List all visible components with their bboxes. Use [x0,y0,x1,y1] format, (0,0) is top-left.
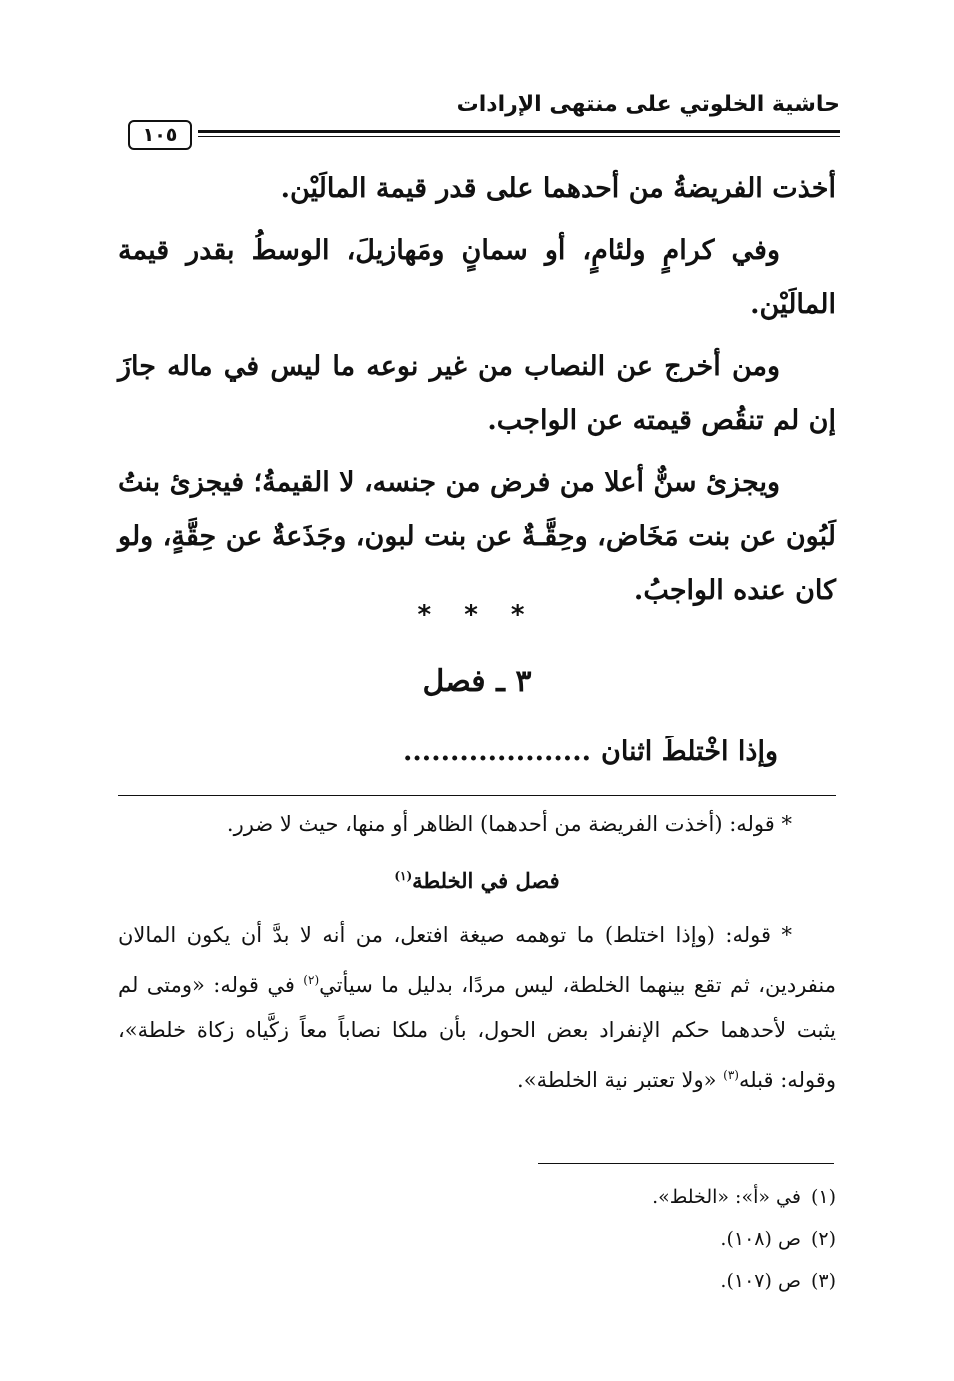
commentary-divider [118,795,836,796]
main-paragraph-1: أخذت الفريضةُ من أحدهما على قدر قيمة المالَيْن. [280,173,836,204]
commentary-note-2-part-a: * قوله: (وإذا اختلط) ما توهمه صيغة افتعل، من أنه لا بدَّ أن يكون المالان منفردين، ثم تقع بينهما الخلطة، ليس مردًا، بدليل ما سيأتي [118,923,836,997]
running-title: حاشية الخلوتي على منتهى الإرادات [456,92,840,117]
main-paragraph-2: وفي كرامٍ ولئامٍ، أو سمانٍ ومَهازيلَ، الوسطُ بقدر قيمة المالَيْن. [118,235,836,320]
footnotes [336,1176,836,1302]
section-dots: .................... [403,736,591,767]
footnote-item [336,1176,836,1218]
commentary-subheading-text: فصل في الخلطة [412,868,560,893]
page-header [128,92,840,152]
section-opening-line [118,736,778,767]
footnote-ref-1: (١) [394,869,413,883]
section-heading: ٣ ـ فصل [422,664,532,699]
commentary [118,806,836,1103]
commentary-note-2-part-b: في قوله: «ومتى لم يثبت لأحدهما حكم الإنفراد بعض الحول، بأن ملكا نصاباً معاً زكَّياه زكاة خلطة»، وقوله: قبله [118,973,836,1092]
section-separator: * * * [417,600,537,630]
main-paragraph-3: ومن أخرج عن النصاب من غير نوعه ما ليس في ماله جازَ إن لم تنقُص قيمته عن الواجب. [118,351,836,436]
main-paragraph-4: ويجزئ سنٌّ أعلا من فرض من جنسه، لا القيمةُ؛ فيجزئ بنتُ لَبُون عن بنت مَخَاض، وحِقَّـةٌ عن بنت لبون، وجَذَعةٌ عن حِقَّةٍ، ولو كان عنده الواجبُ. [118,467,836,606]
footnote-number: (٢) [810,1228,836,1250]
commentary-note-1: * قوله: (أخذت الفريضة من أحدهما) الظاهر أو منها، حيث لا ضرر. [226,812,792,836]
commentary-note-2-part-c: «ولا تعتبر نية الخلطة». [517,1068,724,1092]
footnote-number: (١) [810,1186,836,1208]
main-text [118,162,836,626]
footnote-rule [538,1163,834,1164]
footnote-text: ص (١٠٧). [720,1270,801,1292]
commentary-subheading [118,858,836,899]
section-opening-text: وإذا اخْتلطَ اثنان [601,736,778,767]
footnote-text: ص (١٠٨). [720,1228,801,1250]
commentary-note-2 [118,913,836,1103]
footnote-ref-2: (٢) [303,973,320,987]
page-number: ١٠٥ [128,120,192,150]
footnote-ref-3: (٣) [723,1068,739,1082]
footnote-number: (٣) [810,1270,836,1292]
footnote-item [336,1260,836,1302]
footnote-item [336,1218,836,1260]
header-rule [198,130,840,137]
footnote-text: في «أ»: «الخلط». [652,1186,801,1208]
